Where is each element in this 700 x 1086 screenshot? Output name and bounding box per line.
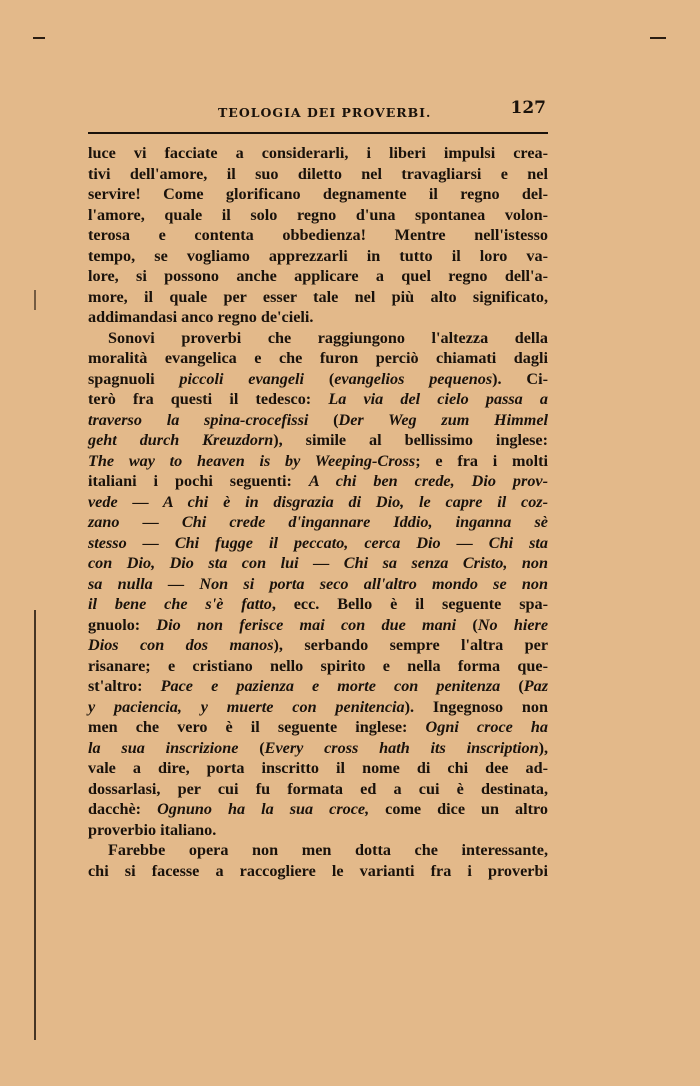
text-line xyxy=(88,738,548,759)
text-run: Farebbe opera non men dotta che interessante, xyxy=(108,841,548,859)
text-run: servire! Come glorificano degnamente il regno del- xyxy=(88,185,548,203)
text-line xyxy=(88,656,548,677)
text-line xyxy=(88,471,548,492)
text-line xyxy=(88,758,548,779)
text-line xyxy=(88,512,548,533)
text-line xyxy=(88,717,548,738)
text-run: ), serbando sempre l'altra per xyxy=(273,636,548,654)
text-line xyxy=(88,205,548,226)
header-rule xyxy=(88,132,548,134)
text-run: ( xyxy=(500,677,524,695)
text-line xyxy=(88,779,548,800)
text-line xyxy=(88,225,548,246)
text-line xyxy=(88,553,548,574)
text-run: lore, si possono anche applicare a quel regno dell'a- xyxy=(88,267,548,285)
page-number: 127 xyxy=(510,98,546,118)
text-line xyxy=(88,492,548,513)
italic-text: A chi ben crede, Dio prov- xyxy=(308,472,548,490)
text-run: ( xyxy=(238,738,265,757)
italic-text: geht durch Kreuzdorn xyxy=(88,431,274,449)
text-line xyxy=(88,594,548,615)
text-line xyxy=(88,451,548,472)
italic-text: evangelios pequenos xyxy=(334,369,493,388)
text-run: ( xyxy=(456,615,478,634)
italic-text: Paz xyxy=(523,677,549,695)
scan-mark xyxy=(650,37,666,39)
text-run: dossarlasi, per cui fu formata ed a cui è destinata, xyxy=(88,779,548,798)
text-run: ( xyxy=(304,369,335,388)
text-line xyxy=(88,697,548,718)
text-run: l'amore, quale il solo regno d'una spontanea volon- xyxy=(88,205,548,224)
text-line xyxy=(88,389,548,410)
text-line xyxy=(88,615,548,636)
text-line xyxy=(88,328,548,349)
text-line xyxy=(88,287,548,308)
text-run: proverbio italiano. xyxy=(88,820,217,839)
text-line xyxy=(88,861,548,882)
text-run: ; e fra i molti xyxy=(415,451,548,470)
text-line xyxy=(88,266,548,287)
italic-text: Ogni croce ha xyxy=(425,718,549,736)
text-line xyxy=(88,840,548,861)
text-run: ). Ci- xyxy=(492,369,549,388)
italic-text: La via del cielo passa a xyxy=(328,390,548,408)
body-text xyxy=(88,143,548,881)
text-line xyxy=(88,533,548,554)
italic-text: la sua inscrizione xyxy=(88,738,239,757)
text-line xyxy=(88,348,548,369)
italic-text: No hiere xyxy=(477,615,548,634)
text-line xyxy=(88,799,548,820)
text-run: gnuolo: xyxy=(88,615,157,634)
running-title: TEOLOGIA DEI PROVERBI. xyxy=(218,105,432,120)
scan-margin-line xyxy=(34,610,36,1040)
italic-text: Der Weg zum Himmel xyxy=(338,410,549,429)
text-line xyxy=(88,820,548,841)
page-header xyxy=(88,98,548,124)
text-run: chi si facesse a raccogliere le varianti fra i proverbi xyxy=(88,861,548,880)
italic-text: con Dio, Dio sta con lui — Chi sa senza Cristo, non xyxy=(88,554,548,572)
text-line xyxy=(88,307,548,328)
italic-text: piccoli evangeli xyxy=(179,369,305,388)
text-line xyxy=(88,184,548,205)
italic-text: il bene che s'è fatto xyxy=(88,595,272,613)
text-line xyxy=(88,430,548,451)
scan-mark xyxy=(33,37,45,39)
text-run: ), simile al bellissimo inglese: xyxy=(273,431,548,449)
text-run: come dice un altro xyxy=(369,800,549,818)
text-run: terò fra questi il tedesco: xyxy=(88,390,329,408)
italic-text: y paciencia, y muerte con penitencia xyxy=(88,697,405,716)
text-run: st'altro: xyxy=(88,677,161,695)
text-run: Sonovi proverbi che raggiungono l'altezza della xyxy=(108,328,548,347)
text-run: men che vero è il seguente inglese: xyxy=(88,718,426,736)
italic-text: zano — Chi crede d'ingannare Iddio, inganna sè xyxy=(88,513,548,531)
italic-text: The way to heaven is by Weeping-Cross xyxy=(88,451,416,470)
italic-text: stesso — Chi fugge il peccato, cerca Dio — Chi sta xyxy=(88,533,548,552)
text-line xyxy=(88,635,548,656)
text-run: ), xyxy=(538,738,549,757)
text-run: tivi dell'amore, il suo diletto nel travagliarsi e nel xyxy=(88,164,548,183)
italic-text: Every cross hath its inscription xyxy=(264,738,539,757)
text-line xyxy=(88,143,548,164)
italic-text: vede — A chi è in disgrazia di Dio, le capre il coz- xyxy=(88,492,548,511)
text-line xyxy=(88,164,548,185)
text-line xyxy=(88,574,548,595)
scan-mark xyxy=(34,290,36,310)
text-run: risanare; e cristiano nello spirito e nella forma que- xyxy=(88,656,548,675)
text-run: ( xyxy=(308,410,339,429)
text-run: , ecc. Bello è il seguente spa- xyxy=(271,595,549,613)
text-line xyxy=(88,410,548,431)
italic-text: Pace e pazienza e morte con penitenza xyxy=(160,677,501,695)
italic-text: Dio non ferisce mai con due mani xyxy=(156,615,457,634)
text-run: spagnuoli xyxy=(88,369,180,388)
text-line xyxy=(88,676,548,697)
text-run: terosa e contenta obbedienza! Mentre nell'istesso xyxy=(88,226,548,244)
italic-text: Ognuno ha la sua croce, xyxy=(157,800,370,818)
text-run: addimandasi anco regno de'cieli. xyxy=(88,308,314,326)
italic-text: traverso la spina-crocefissi xyxy=(88,410,309,429)
text-line xyxy=(88,246,548,267)
italic-text: Dios con dos manos xyxy=(88,636,274,654)
text-run: vale a dire, porta inscritto il nome di chi dee ad- xyxy=(88,759,548,777)
text-line xyxy=(88,369,548,390)
text-run: dacchè: xyxy=(88,800,158,818)
text-run: tempo, se vogliamo apprezzarli in tutto il loro va- xyxy=(88,246,548,265)
text-run: moralità evangelica e che furon perciò chiamati dagli xyxy=(88,349,548,367)
italic-text: sa nulla — Non si porta seco all'altro mondo se non xyxy=(88,574,548,593)
text-run: luce vi facciate a considerarli, i liberi impulsi crea- xyxy=(88,144,548,162)
text-run: ). Ingegnoso non xyxy=(404,697,549,716)
text-run: italiani i pochi seguenti: xyxy=(88,472,309,490)
text-run: more, il quale per esser tale nel più alto significato, xyxy=(88,287,548,306)
